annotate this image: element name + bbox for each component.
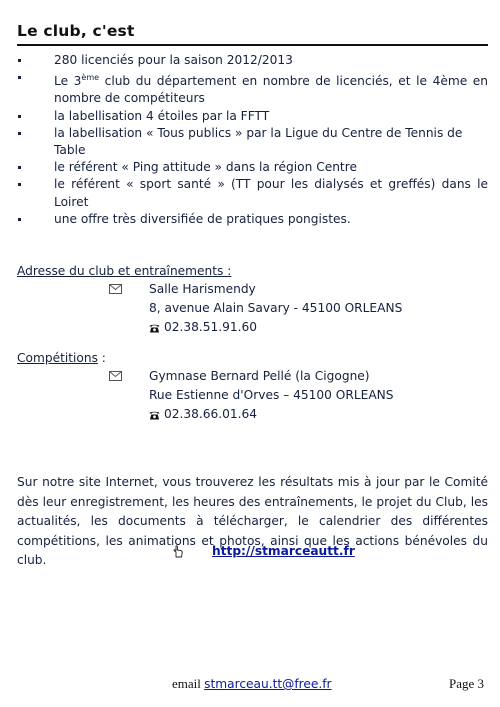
- website-description: Sur notre site Internet, vous trouverez les résultats mis à jour par le Comité dès leur enregistrement, les heures des entraînements, le projet du Club, les actualités, les documents à télécharger, le calendrier des différentes compétitions, les animations et photos, ainsi que les actions bénévoles du club.: [17, 475, 488, 567]
- envelope-icon: [109, 284, 122, 294]
- competitions-heading: Compétitions :: [17, 351, 106, 365]
- email-label: email: [172, 676, 201, 691]
- bullet-icon: [18, 183, 21, 186]
- page-number: Page 3: [449, 676, 485, 691]
- club-venue-name: Salle Harismendy: [149, 282, 256, 296]
- envelope-icon: [109, 371, 122, 381]
- website-link[interactable]: http://stmarceautt.fr: [212, 544, 355, 558]
- list-item: le référent « sport santé » (TT pour les dialysés et greffés) dans le Loiret: [17, 176, 488, 210]
- page-title: Le club, c'est: [17, 22, 135, 40]
- bullet-icon: [18, 132, 21, 135]
- competition-venue-name: Gymnase Bernard Pellé (la Cigogne): [149, 369, 370, 383]
- title-underline: [17, 44, 488, 46]
- club-facts-list: [17, 52, 488, 228]
- telephone-icon: [149, 323, 160, 333]
- competition-phone: 02.38.66.01.64: [164, 407, 258, 421]
- telephone-icon: [149, 410, 160, 420]
- pointing-hand-icon: [172, 545, 184, 558]
- bullet-icon: [18, 76, 21, 79]
- list-item: Le 3ème club du département en nombre de licenciés, et le 4ème en nombre de compétiteurs: [17, 69, 488, 107]
- bullet-icon: [18, 218, 21, 221]
- list-item: la labellisation « Tous publics » par la Ligue du Centre de Tennis de Table: [17, 125, 488, 159]
- list-item: 280 licenciés pour la saison 2012/2013: [17, 52, 488, 69]
- list-item: la labellisation 4 étoiles par la FFTT: [17, 108, 488, 125]
- bullet-icon: [18, 59, 21, 62]
- club-address-heading: Adresse du club et entraînements :: [17, 264, 232, 278]
- email-link[interactable]: stmarceau.tt@free.fr: [204, 677, 332, 691]
- bullet-icon: [18, 166, 21, 169]
- footer-email: [172, 676, 332, 692]
- competition-street: Rue Estienne d'Orves – 45100 ORLEANS: [149, 388, 394, 402]
- list-item: le référent « Ping attitude » dans la région Centre: [17, 159, 488, 176]
- bullet-icon: [18, 115, 21, 118]
- list-item: une offre très diversifiée de pratiques pongistes.: [17, 211, 488, 228]
- club-phone: 02.38.51.91.60: [164, 320, 258, 334]
- club-street: 8, avenue Alain Savary - 45100 ORLEANS: [149, 301, 403, 315]
